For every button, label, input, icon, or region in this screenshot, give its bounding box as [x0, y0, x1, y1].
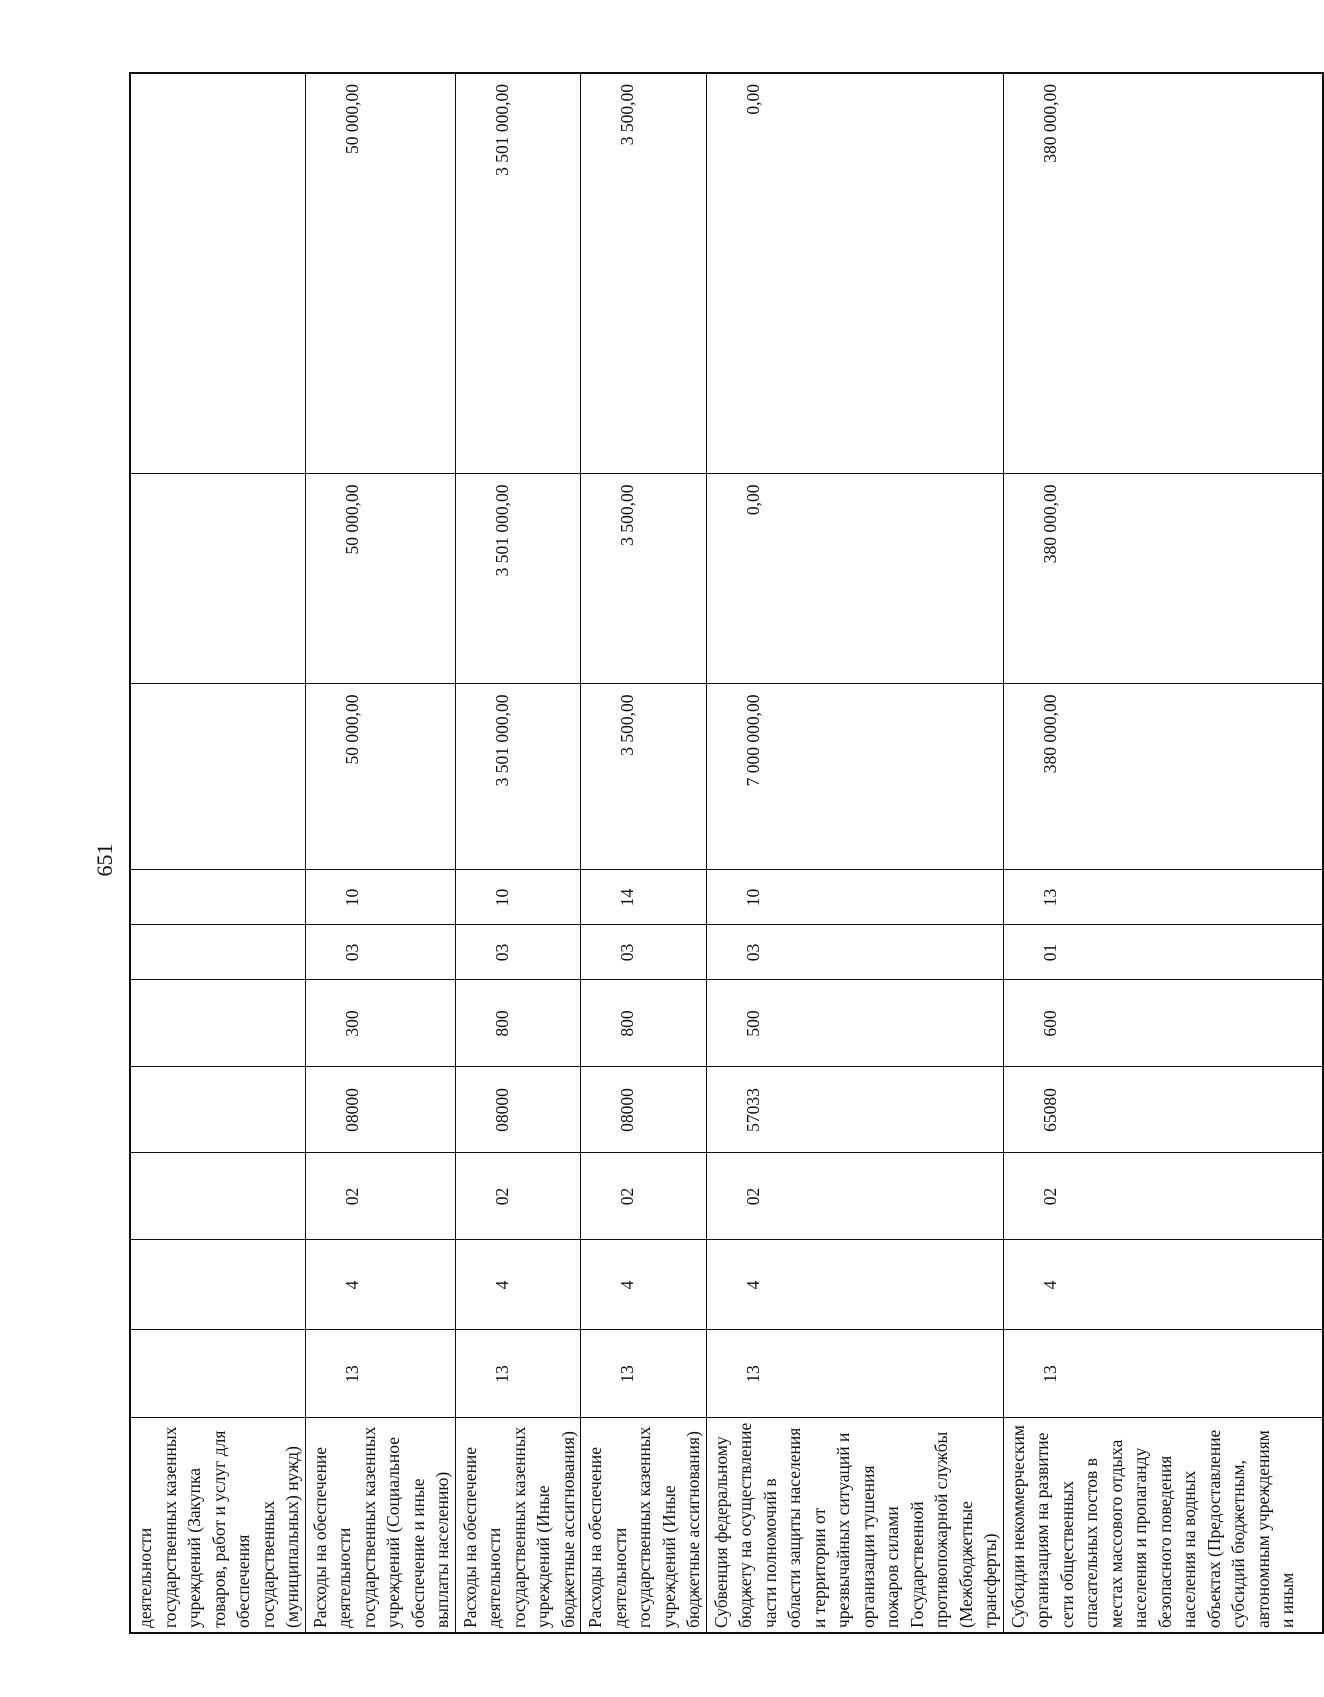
cell-code-6: 03 — [581, 925, 707, 980]
cell-code-2: 4 — [305, 1240, 455, 1330]
table-row — [305, 73, 455, 1633]
cell-amount-2 — [130, 474, 305, 684]
cell-code-7 — [130, 870, 305, 925]
cell-code-4: 65080 — [1003, 1067, 1323, 1153]
cell-amount-1: 50 000,00 — [305, 684, 455, 870]
cell-code-4 — [130, 1067, 305, 1153]
cell-code-5: 800 — [455, 980, 581, 1067]
row-description: деятельности государственных казенных учреждений (Закупка товаров, работ и услуг для обеспечения государственных (муниципальных) нужд) — [130, 1418, 305, 1633]
cell-code-1: 13 — [581, 1330, 707, 1418]
cell-code-3: 02 — [305, 1153, 455, 1240]
cell-code-1: 13 — [305, 1330, 455, 1418]
cell-code-3: 02 — [455, 1153, 581, 1240]
cell-amount-2: 380 000,00 — [1003, 474, 1323, 684]
cell-amount-3: 3 501 000,00 — [455, 73, 581, 474]
cell-amount-2: 3 501 000,00 — [455, 474, 581, 684]
cell-code-5: 800 — [581, 980, 707, 1067]
row-description: Расходы на обеспечение деятельности государственных казенных учреждений (Социальное обеспечение и иные выплаты населению) — [305, 1418, 455, 1633]
cell-code-2 — [130, 1240, 305, 1330]
cell-code-2: 4 — [455, 1240, 581, 1330]
cell-code-5 — [130, 980, 305, 1067]
rotated-table-container — [129, 74, 1297, 1634]
cell-code-4: 57033 — [706, 1067, 1003, 1153]
table-row — [130, 73, 305, 1633]
page-number: 651 — [92, 843, 117, 877]
budget-table — [129, 72, 1324, 1634]
cell-code-3: 02 — [706, 1153, 1003, 1240]
cell-amount-3: 380 000,00 — [1003, 73, 1323, 474]
table-row — [706, 73, 1003, 1633]
row-description: Субвенция федеральному бюджету на осуществление части полномочий в области защиты населения и территории от чрезвычайных ситуаций и организации тушения пожаров силами Государственной противопожарной службы (Межбюджетные трансферты) — [706, 1418, 1003, 1633]
cell-code-3: 02 — [1003, 1153, 1323, 1240]
cell-code-7: 10 — [305, 870, 455, 925]
cell-code-2: 4 — [706, 1240, 1003, 1330]
table-row — [581, 73, 707, 1633]
cell-code-7: 10 — [455, 870, 581, 925]
row-description: Расходы на обеспечение деятельности государственных казенных учреждений (Иные бюджетные ассигнования) — [581, 1418, 707, 1633]
cell-code-7: 14 — [581, 870, 707, 925]
cell-amount-2: 0,00 — [706, 474, 1003, 684]
cell-code-4: 08000 — [581, 1067, 707, 1153]
cell-amount-2: 3 500,00 — [581, 474, 707, 684]
cell-code-6: 01 — [1003, 925, 1323, 980]
cell-amount-3: 3 500,00 — [581, 73, 707, 474]
cell-code-6: 03 — [455, 925, 581, 980]
table-row — [1003, 73, 1323, 1633]
cell-code-1: 13 — [455, 1330, 581, 1418]
cell-code-6: 03 — [305, 925, 455, 980]
cell-amount-3 — [130, 73, 305, 474]
cell-code-6: 03 — [706, 925, 1003, 980]
cell-code-1: 13 — [706, 1330, 1003, 1418]
cell-code-5: 500 — [706, 980, 1003, 1067]
cell-code-7: 13 — [1003, 870, 1323, 925]
cell-code-5: 600 — [1003, 980, 1323, 1067]
cell-code-1: 13 — [1003, 1330, 1323, 1418]
cell-amount-1: 3 500,00 — [581, 684, 707, 870]
cell-code-7: 10 — [706, 870, 1003, 925]
cell-amount-1: 380 000,00 — [1003, 684, 1323, 870]
row-description: Расходы на обеспечение деятельности государственных казенных учреждений (Иные бюджетные ассигнования) — [455, 1418, 581, 1633]
cell-code-1 — [130, 1330, 305, 1418]
cell-amount-1: 3 501 000,00 — [455, 684, 581, 870]
row-description: Субсидии некоммерческим организациям на развитие сети общественных спасательных постов в местах массового отдыха населения и пропаганду безопасного поведения населения на водных объектах (Предоставление субсидий бюджетным, автономным учреждениям и иным — [1003, 1418, 1323, 1633]
cell-amount-1 — [130, 684, 305, 870]
cell-code-2: 4 — [581, 1240, 707, 1330]
cell-amount-3: 50 000,00 — [305, 73, 455, 474]
cell-code-5: 300 — [305, 980, 455, 1067]
cell-code-4: 08000 — [305, 1067, 455, 1153]
cell-amount-2: 50 000,00 — [305, 474, 455, 684]
cell-amount-3: 0,00 — [706, 73, 1003, 474]
cell-code-3: 02 — [581, 1153, 707, 1240]
cell-amount-1: 7 000 000,00 — [706, 684, 1003, 870]
table-row — [455, 73, 581, 1633]
cell-code-3 — [130, 1153, 305, 1240]
cell-code-2: 4 — [1003, 1240, 1323, 1330]
cell-code-6 — [130, 925, 305, 980]
cell-code-4: 08000 — [455, 1067, 581, 1153]
